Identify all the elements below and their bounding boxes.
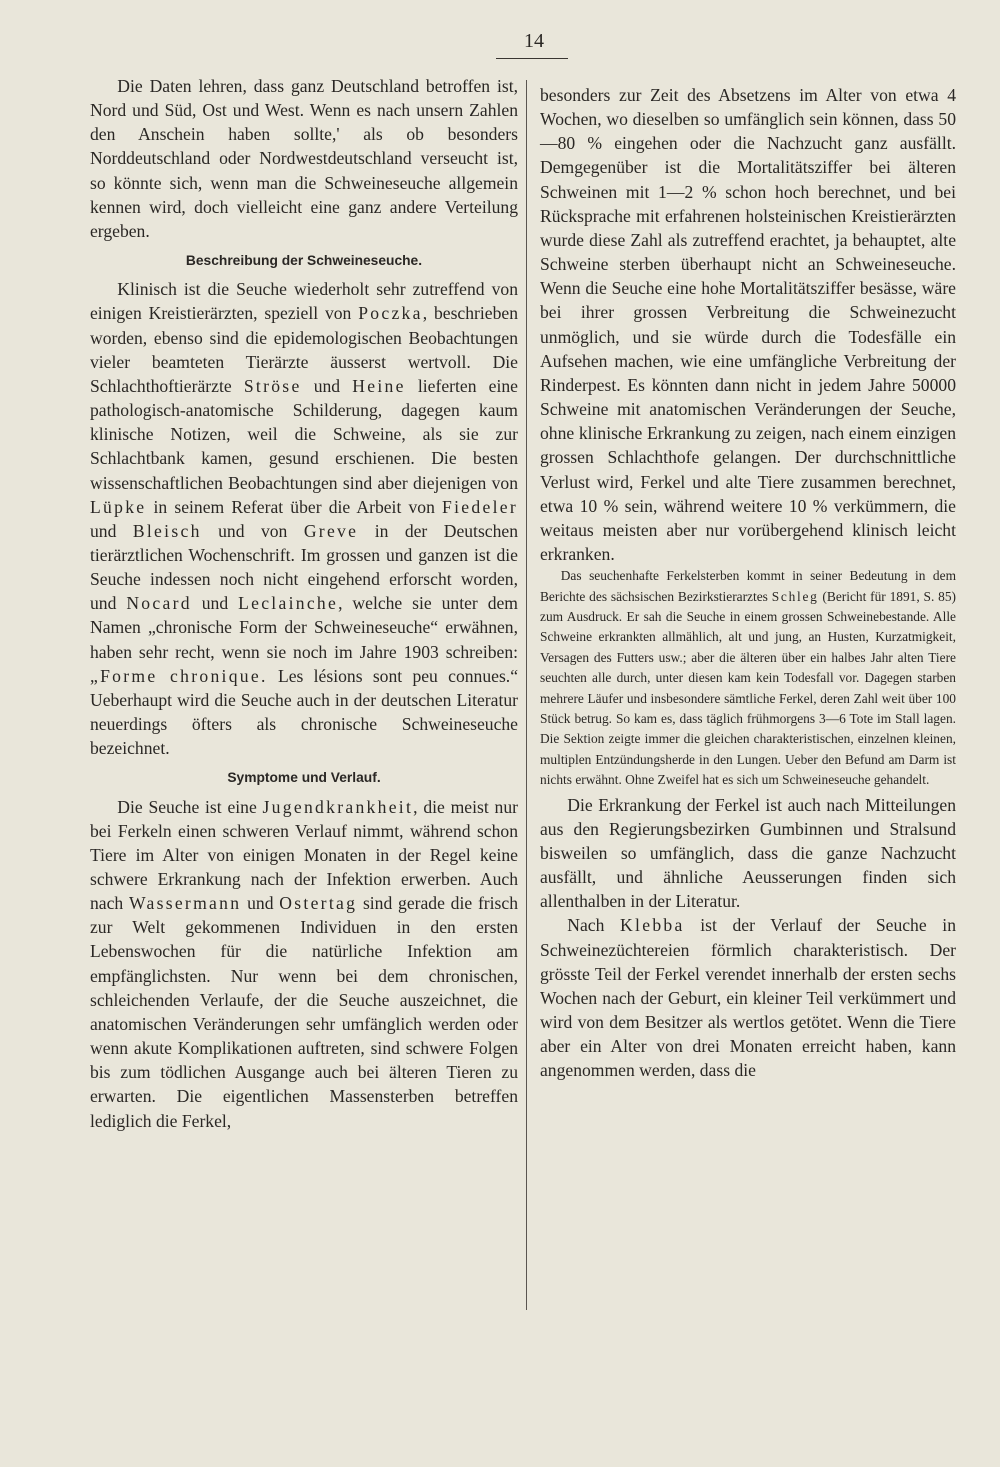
author-name: Schleg [771,588,819,604]
text-run: und [191,593,239,614]
small-print-note [540,566,956,790]
text-run: und von [201,520,304,541]
author-name: Klebba [620,915,685,936]
text-run: sind gerade die frisch zur Welt gekommenen Individuen in den ersten Lebenswochen für die natürliche Infektion am empfänglichsten. Nur wenn bei dem chronischen, schleichenden Verlaufe, der die Seuche auszeichnet, die anatomischen Veränderungen sehr umfänglich werden oder wenn akute Komplikationen auftreten, sind schwere Folgen bis zum tödlichen Ausgange auch bei älteren Tieren zu erwarten. Die eigentlichen Massensterben betreffen lediglich die Ferkel, [90,893,518,1131]
author-name: Fiedeler [442,496,518,517]
text-run: , die meist nur bei Ferkeln einen schweren Verlauf nimmt, während schon Tiere im Alter von einigen Monaten in der Regel keine schwere Erkrankung nach der Infektion erwerben. Auch nach [90,796,518,914]
author-name: Bleisch [132,520,202,541]
author-name: Ostertag [279,893,358,914]
paragraph-continued: besonders zur Zeit des Absetzens im Alter von etwa 4 Wochen, wo dieselben so umfänglich sein können, dass 50—80 % eingehen oder die Nachzucht ganz ausfällt. Demgegenüber ist die Mortalitätsziffer bei älteren Schweinen mit 1—2 % schon hoch berechnet, und bei Rücksprache mit erfahrenen holsteinischen Kreistierärzten wurde diese Zahl als zutreffend erachtet, ja behauptet, alte Schweine sterben überhaupt nicht an Schweineseuche. Wenn die Seuche eine hohe Mortalitätsziffer besässe, wäre bei ihrer grossen Verbreitung die Schweinezucht unmöglich, und sie würde durch die Todesfälle ein Aufsehen machen, wie eine umfängliche Verbreitung der Rinderpest. Es könnten dann nicht in jedem Jahre 50000 Schweine mit anatomischen Veränderungen der Seuche, ohne klinische Erkrankung zu zeigen, nach einem einzigen grossen Schlachthofe gelangen. Der durchschnittliche Verlust wird, Ferkel und alte Tiere zusammen berechnet, etwa 10 % sein, während weitere 10 % verkümmern, die weitaus meisten aber nur vorübergehend klinisch leicht erkranken. [540,85,956,564]
text-run: Die Seuche ist eine [117,796,263,817]
heading-symptome: Symptome und Verlauf. [227,770,381,786]
author-name: Wassermann [128,893,242,914]
author-name: Greve [303,520,359,541]
author-name: Nocard [126,593,192,614]
text-run: , beschrieben worden, ebenso sind die epidemologischen Beobachtungen vieler beamteten Tierärzte äusserst wertvoll. Die Schlachthoftierärzte [90,303,518,396]
paragraph-klebba [540,913,956,1082]
emphasized-term: Jugendkrankheit [262,796,414,817]
text-run: , welche sie unter dem Namen „chronische Form der Schweineseuche“ erwähnen, haben sehr recht, wenn sie noch im Jahre 1903 schreiben: [90,593,518,662]
paragraph-klinisch [90,277,518,760]
paragraph-erkrankung: Die Erkrankung der Ferkel ist auch nach Mitteilungen aus den Regierungsbezirken Gumbinnen und Stralsund bisweilen so umfänglich, dass die ganze Nachzucht ausfällt, und ähnliche Aeusserungen finden sich allenthalben in der Literatur. [540,794,956,912]
text-run: Das seuchenhafte Ferkelsterben kommt in seiner Bedeutung in dem Berichte des sächsischen Bezirkstierarztes [540,568,956,604]
text-run: in seinem Referat über die Arbeit von [146,496,443,517]
text-run: und [241,893,280,914]
text-run: Klinisch ist die Seuche wiederholt sehr zutreffend von einigen Kreistierärzten, speziell von [90,279,518,324]
paragraph-daten: Die Daten lehren, dass ganz Deutschland betroffen ist, Nord und Süd, Ost und West. Wenn es nach unsern Zahlen den Anschein haben sollte,' als ob besonders Norddeutschland oder Nordwestdeutschland verseucht ist, so könnte sich, wenn man die Schweineseuche allgemein kennen wird, doch vielleicht eine ganz andere Verteilung ergeben. [90,76,518,241]
text-run: Nach [567,915,621,936]
text-run: in der Deutschen tierärztlichen Wochenschrift. Im grossen und ganzen ist die Seuche indessen noch nicht eingehend erforscht worden, und [90,520,519,614]
text-run: lieferten eine pathologisch-anatomische Schilderung, dagegen kaum klinische Notizen, weil die Schweine, als sie zur Schlachtbank kamen, gesund erschienen. Die besten wissenschaftlichen Beobachtungen sind aber diejenigen von [90,375,518,493]
text-run: ist der Verlauf der Seuche in Schweinezüchtereien förmlich charakteristisch. Der grösste Teil der Ferkel verendet innerhalb der ersten sechs Wochen nach der Geburt, ein kleiner Teil verkümmert und wird von dem Besitzer als wertlos getötet. Wenn die Tiere aber ein Alter von drei Monaten erreicht haben, kann angenommen werden, dass die [540,915,956,1081]
heading-beschreibung: Beschreibung der Schweineseuche. [185,253,423,269]
text-run: und [90,520,133,541]
right-column [540,83,956,1082]
page-number-underline [496,58,568,59]
page-number: 14 [524,30,544,52]
text-run: und [301,375,353,396]
author-name: Lüpke [90,496,147,517]
author-name: Ströse [243,375,302,396]
left-column [90,74,518,1133]
author-name: Poczka [358,303,423,324]
column-divider [526,80,527,1310]
paragraph-seuche [90,795,518,1133]
text-run: (Bericht für 1891, S. 85) zum Ausdruck. Er sah die Seuche in einem grossen Schweinebestande. Alle Schweine erkrankten allmählich, alt und jung, an Husten, Kurzatmigkeit, Versagen des Futters usw.; aber die älteren über ein halbes Jahr alten Tiere seuchten alle durch, unter diesen kam kein Todesfall vor. Dagegen starben mehrere Läufer und insbesondere sämtliche Ferkel, deren Zahl weit über 100 Stück betrug. So kam es, dass täglich frühmorgens 3—6 Tote im Stall lagen. Die Sektion zeigte immer die gleichen charakteristischen, einzelnen kleinen, multiplen Entzündungsherde in den Lungen. Ueber den Befund am Darm ist nichts erwähnt. Ohne Zweifel hat es sich um Schweineseuche gehandelt. [540,588,957,788]
text-run: Les lésions sont peu connues.“ Ueberhaupt wird die Seuche auch in der deutschen Literatur neuerdings öfters als chronische Schweineseuche bezeichnet. [90,665,518,759]
quoted-phrase: „Forme chronique. [90,665,268,686]
author-name: Heine [352,375,406,396]
author-name: Leclainche [238,593,339,614]
